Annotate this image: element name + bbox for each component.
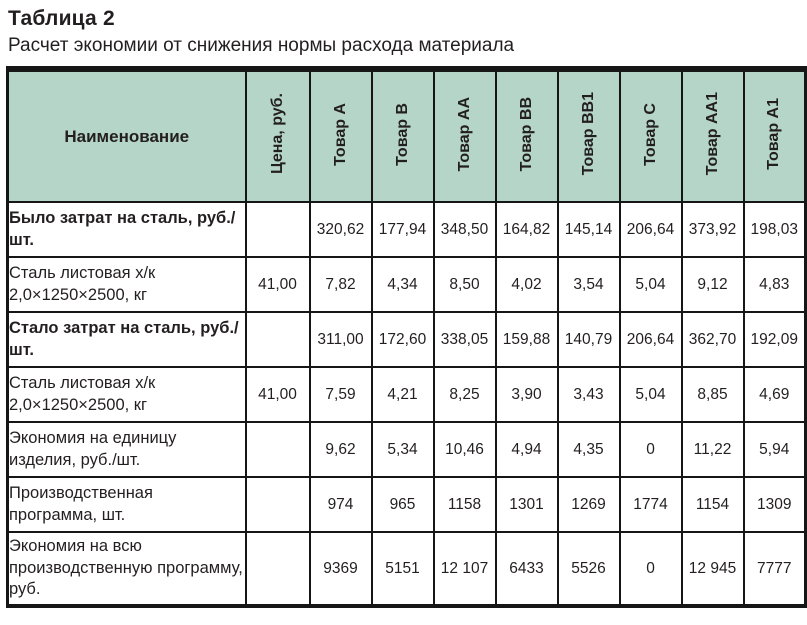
value-cell: 338,05 bbox=[434, 312, 496, 367]
value-cell: 5,04 bbox=[620, 257, 682, 312]
table-row bbox=[8, 422, 806, 477]
value-cell: 159,88 bbox=[496, 312, 558, 367]
value-cell: 965 bbox=[372, 477, 434, 532]
value-cell: 4,02 bbox=[496, 257, 558, 312]
product-header-cell: Товар С bbox=[620, 69, 682, 202]
value-cell: 4,34 bbox=[372, 257, 434, 312]
value-cell: 7,59 bbox=[310, 367, 372, 422]
value-cell: 4,94 bbox=[496, 422, 558, 477]
table-header bbox=[8, 69, 806, 202]
value-cell: 5,34 bbox=[372, 422, 434, 477]
product-header-cell: Товар В bbox=[372, 69, 434, 202]
value-cell: 974 bbox=[310, 477, 372, 532]
value-cell: 5,94 bbox=[744, 422, 806, 477]
savings-table bbox=[6, 66, 807, 608]
table-row bbox=[8, 312, 806, 367]
value-cell: 0 bbox=[620, 422, 682, 477]
table-body bbox=[8, 202, 806, 606]
price-cell bbox=[246, 202, 310, 257]
table-row bbox=[8, 202, 806, 257]
value-cell: 5526 bbox=[558, 532, 620, 606]
value-cell: 373,92 bbox=[682, 202, 744, 257]
value-cell: 9369 bbox=[310, 532, 372, 606]
value-cell: 1269 bbox=[558, 477, 620, 532]
row-label-cell: Сталь листовая х/к 2,0×1250×2500, кг bbox=[8, 367, 246, 422]
value-cell: 206,64 bbox=[620, 202, 682, 257]
price-cell bbox=[246, 422, 310, 477]
value-cell: 140,79 bbox=[558, 312, 620, 367]
price-cell bbox=[246, 532, 310, 606]
value-cell: 4,83 bbox=[744, 257, 806, 312]
value-cell: 7777 bbox=[744, 532, 806, 606]
value-cell: 177,94 bbox=[372, 202, 434, 257]
value-cell: 145,14 bbox=[558, 202, 620, 257]
value-cell: 12 945 bbox=[682, 532, 744, 606]
value-cell: 1309 bbox=[744, 477, 806, 532]
value-cell: 7,82 bbox=[310, 257, 372, 312]
price-cell bbox=[246, 312, 310, 367]
table-row bbox=[8, 477, 806, 532]
row-label-cell: Экономия на всю производственную программу, руб. bbox=[8, 532, 246, 606]
value-cell: 8,85 bbox=[682, 367, 744, 422]
table-row bbox=[8, 367, 806, 422]
value-cell: 311,00 bbox=[310, 312, 372, 367]
table-title: Таблица 2 bbox=[8, 7, 115, 30]
price-header-cell: Цена, руб. bbox=[246, 69, 310, 202]
value-cell: 1158 bbox=[434, 477, 496, 532]
product-header-cell: Товар АА1 bbox=[682, 69, 744, 202]
value-cell: 1301 bbox=[496, 477, 558, 532]
value-cell: 9,62 bbox=[310, 422, 372, 477]
value-cell: 9,12 bbox=[682, 257, 744, 312]
value-cell: 172,60 bbox=[372, 312, 434, 367]
row-label-cell: Стало затрат на сталь, руб./шт. bbox=[8, 312, 246, 367]
product-header-cell: Товар ВВ1 bbox=[558, 69, 620, 202]
row-label-cell: Было затрат на сталь, руб./шт. bbox=[8, 202, 246, 257]
value-cell: 6433 bbox=[496, 532, 558, 606]
price-cell: 41,00 bbox=[246, 257, 310, 312]
product-header-cell: Товар А bbox=[310, 69, 372, 202]
value-cell: 320,62 bbox=[310, 202, 372, 257]
table-subtitle: Расчет экономии от снижения нормы расхода материала bbox=[8, 35, 515, 56]
header-row bbox=[8, 69, 806, 202]
value-cell: 12 107 bbox=[434, 532, 496, 606]
price-cell: 41,00 bbox=[246, 367, 310, 422]
table-row bbox=[8, 257, 806, 312]
value-cell: 4,69 bbox=[744, 367, 806, 422]
value-cell: 3,43 bbox=[558, 367, 620, 422]
table-row bbox=[8, 532, 806, 606]
value-cell: 11,22 bbox=[682, 422, 744, 477]
value-cell: 4,35 bbox=[558, 422, 620, 477]
value-cell: 5151 bbox=[372, 532, 434, 606]
value-cell: 362,70 bbox=[682, 312, 744, 367]
product-header-cell: Товар ВВ bbox=[496, 69, 558, 202]
value-cell: 4,21 bbox=[372, 367, 434, 422]
product-header-cell: Товар АА bbox=[434, 69, 496, 202]
value-cell: 10,46 bbox=[434, 422, 496, 477]
value-cell: 198,03 bbox=[744, 202, 806, 257]
value-cell: 192,09 bbox=[744, 312, 806, 367]
row-label-cell: Экономия на единицу изделия, руб./шт. bbox=[8, 422, 246, 477]
price-cell bbox=[246, 477, 310, 532]
value-cell: 348,50 bbox=[434, 202, 496, 257]
value-cell: 8,25 bbox=[434, 367, 496, 422]
value-cell: 8,50 bbox=[434, 257, 496, 312]
value-cell: 164,82 bbox=[496, 202, 558, 257]
product-header-cell: Товар А1 bbox=[744, 69, 806, 202]
value-cell: 1774 bbox=[620, 477, 682, 532]
value-cell: 0 bbox=[620, 532, 682, 606]
value-cell: 206,64 bbox=[620, 312, 682, 367]
row-label-cell: Сталь листовая х/к 2,0×1250×2500, кг bbox=[8, 257, 246, 312]
value-cell: 3,90 bbox=[496, 367, 558, 422]
row-label-cell: Производственная программа, шт. bbox=[8, 477, 246, 532]
value-cell: 1154 bbox=[682, 477, 744, 532]
value-cell: 5,04 bbox=[620, 367, 682, 422]
value-cell: 3,54 bbox=[558, 257, 620, 312]
name-header-cell: Наименование bbox=[8, 69, 246, 202]
